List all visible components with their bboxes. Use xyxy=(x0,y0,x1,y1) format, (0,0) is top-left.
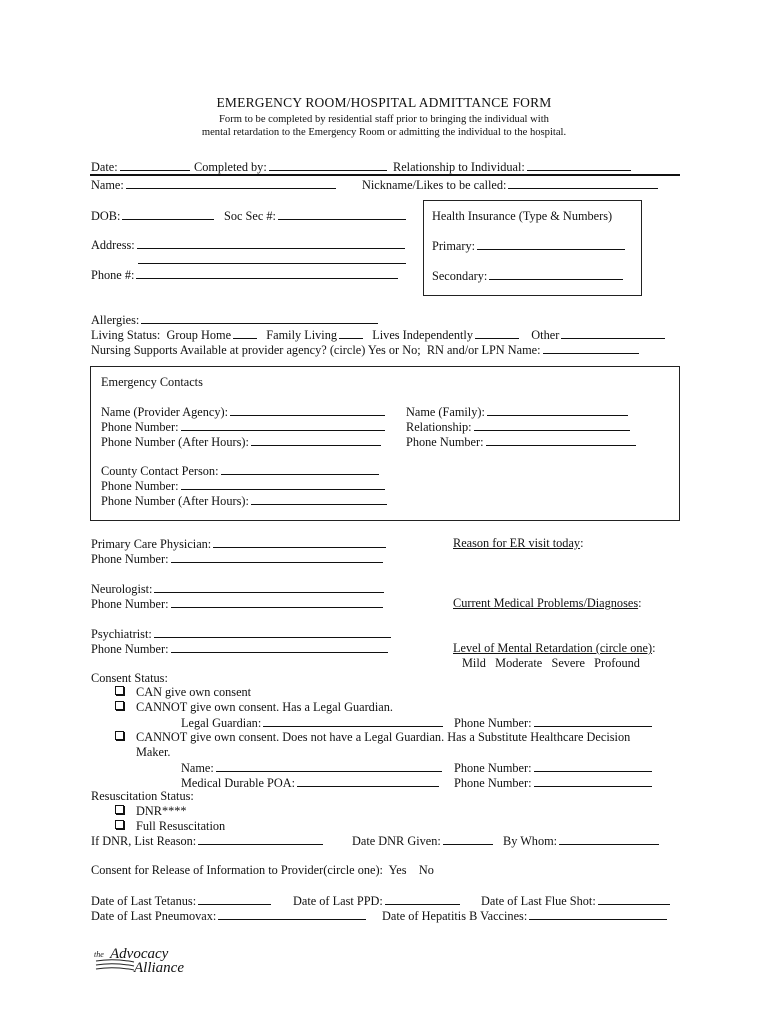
other-label: Other xyxy=(531,328,560,342)
pneumovax-field[interactable] xyxy=(91,908,366,923)
pcp-phone-label: Phone Number: xyxy=(91,552,169,566)
dnr-date-blank[interactable] xyxy=(443,833,493,845)
tetanus-blank[interactable] xyxy=(198,893,271,905)
family-name-field[interactable] xyxy=(406,404,628,419)
county-contact-field[interactable] xyxy=(101,463,379,478)
consent-cannot-guardian-row[interactable] xyxy=(115,700,393,714)
legal-guardian-field[interactable] xyxy=(181,715,443,730)
resuscitation-label: Resuscitation Status: xyxy=(91,789,194,803)
provider-phone-label: Phone Number: xyxy=(101,420,179,434)
secondary-insurance-field[interactable] xyxy=(432,268,623,283)
psychiatrist-phone-label: Phone Number: xyxy=(91,642,169,656)
consent-cannot-guardian-checkbox[interactable] xyxy=(115,701,124,710)
other-blank[interactable] xyxy=(561,327,665,339)
poa-phone-label: Phone Number: xyxy=(454,776,532,790)
group-home-label: Group Home xyxy=(166,328,232,342)
tetanus-label: Date of Last Tetanus: xyxy=(91,894,197,908)
poa-field[interactable] xyxy=(181,775,439,790)
hep-b-blank[interactable] xyxy=(529,908,667,920)
poa-phone-blank[interactable] xyxy=(534,775,652,787)
legal-guardian-label: Legal Guardian: xyxy=(181,716,262,730)
full-resuscitation-checkbox[interactable] xyxy=(115,820,124,829)
emergency-contacts-box xyxy=(90,366,680,521)
secondary-label: Secondary: xyxy=(432,269,488,283)
dnr-date-field[interactable] xyxy=(352,833,493,848)
legal-guardian-phone-label: Phone Number: xyxy=(454,716,532,730)
pcp-phone-field[interactable] xyxy=(91,551,383,566)
pneumovax-blank[interactable] xyxy=(218,908,366,920)
family-phone-blank[interactable] xyxy=(486,434,636,446)
neurologist-blank[interactable] xyxy=(154,581,384,593)
emergency-heading: Emergency Contacts xyxy=(101,375,203,389)
provider-after-hours-field[interactable] xyxy=(101,434,381,449)
completed-by-field[interactable] xyxy=(194,159,387,174)
ssn-field[interactable] xyxy=(224,208,406,223)
legal-guardian-phone-field[interactable] xyxy=(454,715,652,730)
mr-level: Level of Mental Retardation (circle one): xyxy=(453,641,656,655)
reason-er-visit: Reason for ER visit today: xyxy=(453,536,584,550)
form-subtitle-line1: Form to be completed by residential staff prior to bringing the individual with xyxy=(219,114,549,125)
dnr-label: DNR**** xyxy=(136,804,187,818)
form-title: EMERGENCY ROOM/HOSPITAL ADMITTANCE FORM xyxy=(216,95,552,110)
mr-level-options[interactable]: Mild Moderate Severe Profound xyxy=(462,656,640,670)
psychiatrist-label: Psychiatrist: xyxy=(91,627,152,641)
poa-label: Medical Durable POA: xyxy=(181,776,296,790)
dnr-by-whom-label: By Whom: xyxy=(503,834,558,848)
logo-swoosh-icon xyxy=(94,958,138,972)
rn-lpn-blank[interactable] xyxy=(543,342,639,354)
family-living-label: Family Living xyxy=(266,328,338,342)
independent-label: Lives Independently xyxy=(372,328,473,342)
consent-cannot-guardian-label: CANNOT give own consent. Has a Legal Guardian. xyxy=(136,700,393,714)
county-after-hours-field[interactable] xyxy=(101,493,387,508)
dnr-reason-label: If DNR, List Reason: xyxy=(91,834,197,848)
provider-name-field[interactable] xyxy=(101,404,385,419)
hep-b-field[interactable] xyxy=(382,908,667,923)
provider-after-hours-label: Phone Number (After Hours): xyxy=(101,435,249,449)
secondary-blank[interactable] xyxy=(489,268,623,280)
address-field[interactable] xyxy=(91,237,405,252)
allergies-label: Allergies: xyxy=(91,313,140,327)
tetanus-field[interactable] xyxy=(91,893,271,908)
provider-name-blank[interactable] xyxy=(230,404,385,416)
substitute-name-label: Name: xyxy=(181,761,214,775)
living-status-row xyxy=(91,327,665,342)
independent-blank[interactable] xyxy=(475,327,519,339)
rn-lpn-label: RN and/or LPN Name: xyxy=(426,343,541,357)
flu-shot-blank[interactable] xyxy=(598,893,670,905)
full-resuscitation-label: Full Resuscitation xyxy=(136,819,226,833)
name-label: Name: xyxy=(91,178,124,192)
nursing-row xyxy=(91,342,639,357)
dnr-reason-field[interactable] xyxy=(91,833,323,848)
ppd-label: Date of Last PPD: xyxy=(293,894,383,908)
reason-er-label: Reason for ER visit today xyxy=(453,536,581,550)
insurance-box xyxy=(423,200,642,296)
county-contact-label: County Contact Person: xyxy=(101,464,219,478)
consent-can-row[interactable] xyxy=(115,685,251,699)
dob-field[interactable] xyxy=(91,208,214,223)
family-relationship-label: Relationship: xyxy=(406,420,472,434)
consent-cannot-no-guardian-row[interactable] xyxy=(115,730,630,744)
name-field[interactable] xyxy=(91,177,336,192)
family-phone-field[interactable] xyxy=(406,434,636,449)
primary-insurance-field[interactable] xyxy=(432,238,625,253)
substitute-phone-blank[interactable] xyxy=(534,760,652,772)
allergies-blank[interactable] xyxy=(141,312,378,324)
neurologist-label: Neurologist: xyxy=(91,582,153,596)
county-phone-label: Phone Number: xyxy=(101,479,179,493)
provider-phone-field[interactable] xyxy=(101,419,385,434)
legal-guardian-phone-blank[interactable] xyxy=(534,715,652,727)
substitute-name-field[interactable] xyxy=(181,760,442,775)
mr-level-label: Level of Mental Retardation (circle one) xyxy=(453,641,653,655)
nickname-label: Nickname/Likes to be called: xyxy=(362,178,507,192)
family-relationship-blank[interactable] xyxy=(474,419,630,431)
substitute-name-blank[interactable] xyxy=(216,760,442,772)
form-subtitle-line2: mental retardation to the Emergency Room or admitting the individual to the hospital. xyxy=(201,127,567,138)
living-status-label: Living Status: xyxy=(91,328,161,342)
full-resuscitation-row[interactable] xyxy=(115,819,225,833)
provider-after-hours-blank[interactable] xyxy=(251,434,381,446)
psychiatrist-phone-field[interactable] xyxy=(91,641,388,656)
address-label: Address: xyxy=(91,238,135,252)
psychiatrist-field[interactable] xyxy=(91,626,391,641)
consent-cannot-no-guardian-label: CANNOT give own consent. Does not have a Legal Guardian. Has a Substitute Healthcare Decision xyxy=(136,730,631,744)
dnr-by-whom-field[interactable] xyxy=(503,833,659,848)
pneumovax-label: Date of Last Pneumovax: xyxy=(91,909,217,923)
pcp-field[interactable] xyxy=(91,536,386,551)
dob-blank[interactable] xyxy=(122,208,214,220)
logo-the: the xyxy=(94,950,104,959)
date-blank[interactable] xyxy=(120,159,190,171)
ssn-blank[interactable] xyxy=(278,208,406,220)
neurologist-phone-blank[interactable] xyxy=(171,596,383,608)
release-consent[interactable]: Consent for Release of Information to Provider(circle one): Yes No xyxy=(91,863,434,877)
poa-blank[interactable] xyxy=(297,775,439,787)
dob-label: DOB: xyxy=(91,209,121,223)
family-relationship-field[interactable] xyxy=(406,419,630,434)
pcp-phone-blank[interactable] xyxy=(171,551,383,563)
neurologist-phone-field[interactable] xyxy=(91,596,383,611)
date-field[interactable] xyxy=(91,159,190,174)
provider-name-label: Name (Provider Agency): xyxy=(101,405,229,419)
advocacy-alliance-logo xyxy=(94,946,206,978)
dnr-date-label: Date DNR Given: xyxy=(352,834,441,848)
nickname-field[interactable] xyxy=(362,177,658,192)
completed-by-label: Completed by: xyxy=(194,160,267,174)
family-name-blank[interactable] xyxy=(487,404,628,416)
provider-phone-blank[interactable] xyxy=(181,419,385,431)
family-phone-label: Phone Number: xyxy=(406,435,484,449)
county-after-hours-blank[interactable] xyxy=(251,493,387,505)
completed-by-blank[interactable] xyxy=(269,159,387,171)
neurologist-field[interactable] xyxy=(91,581,384,596)
nickname-blank[interactable] xyxy=(508,177,658,189)
consent-status-label: Consent Status: xyxy=(91,671,168,685)
psychiatrist-phone-blank[interactable] xyxy=(171,641,388,653)
psychiatrist-blank[interactable] xyxy=(154,626,391,638)
pcp-blank[interactable] xyxy=(213,536,386,548)
phone-field[interactable] xyxy=(91,267,398,282)
relationship-field[interactable] xyxy=(393,159,631,174)
flu-shot-field[interactable] xyxy=(481,893,670,908)
substitute-phone-field[interactable] xyxy=(454,760,652,775)
dnr-checkbox[interactable] xyxy=(115,805,124,814)
group-home-blank[interactable] xyxy=(233,327,257,339)
phone-label: Phone #: xyxy=(91,268,135,282)
name-blank[interactable] xyxy=(126,177,336,189)
consent-maker-label: Maker. xyxy=(136,745,171,759)
logo-alliance: Alliance xyxy=(134,960,184,976)
dnr-row[interactable] xyxy=(115,804,187,818)
phone-blank[interactable] xyxy=(136,267,398,279)
address-blank[interactable] xyxy=(137,237,405,249)
relationship-label: Relationship to Individual: xyxy=(393,160,525,174)
current-problems-label: Current Medical Problems/Diagnoses xyxy=(453,596,639,610)
relationship-blank[interactable] xyxy=(527,159,631,171)
header-divider xyxy=(90,174,680,176)
consent-cannot-no-guardian-checkbox[interactable] xyxy=(115,731,124,740)
county-after-hours-label: Phone Number (After Hours): xyxy=(101,494,249,508)
legal-guardian-blank[interactable] xyxy=(263,715,443,727)
hep-b-label: Date of Hepatitis B Vaccines: xyxy=(382,909,528,923)
poa-phone-field[interactable] xyxy=(454,775,652,790)
substitute-phone-label: Phone Number: xyxy=(454,761,532,775)
date-label: Date: xyxy=(91,160,118,174)
county-phone-field[interactable] xyxy=(101,478,385,493)
county-contact-blank[interactable] xyxy=(221,463,379,475)
ppd-blank[interactable] xyxy=(385,893,460,905)
primary-blank[interactable] xyxy=(477,238,625,250)
dnr-reason-blank[interactable] xyxy=(198,833,323,845)
county-phone-blank[interactable] xyxy=(181,478,385,490)
flu-shot-label: Date of Last Flue Shot: xyxy=(481,894,596,908)
pcp-label: Primary Care Physician: xyxy=(91,537,212,551)
dnr-by-whom-blank[interactable] xyxy=(559,833,659,845)
nursing-question: Nursing Supports Available at provider agency? (circle) Yes or No; xyxy=(91,343,421,357)
neurologist-phone-label: Phone Number: xyxy=(91,597,169,611)
ppd-field[interactable] xyxy=(293,893,460,908)
family-living-blank[interactable] xyxy=(339,327,363,339)
family-name-label: Name (Family): xyxy=(406,405,485,419)
consent-can-checkbox[interactable] xyxy=(115,686,124,695)
current-problems: Current Medical Problems/Diagnoses: xyxy=(453,596,642,610)
address-line-2[interactable] xyxy=(138,263,406,264)
consent-can-label: CAN give own consent xyxy=(136,685,252,699)
ssn-label: Soc Sec #: xyxy=(224,209,276,223)
insurance-heading: Health Insurance (Type & Numbers) xyxy=(432,209,613,223)
logo-advocacy: Advocacy xyxy=(110,946,169,962)
primary-label: Primary: xyxy=(432,239,476,253)
allergies-field[interactable] xyxy=(91,312,378,327)
